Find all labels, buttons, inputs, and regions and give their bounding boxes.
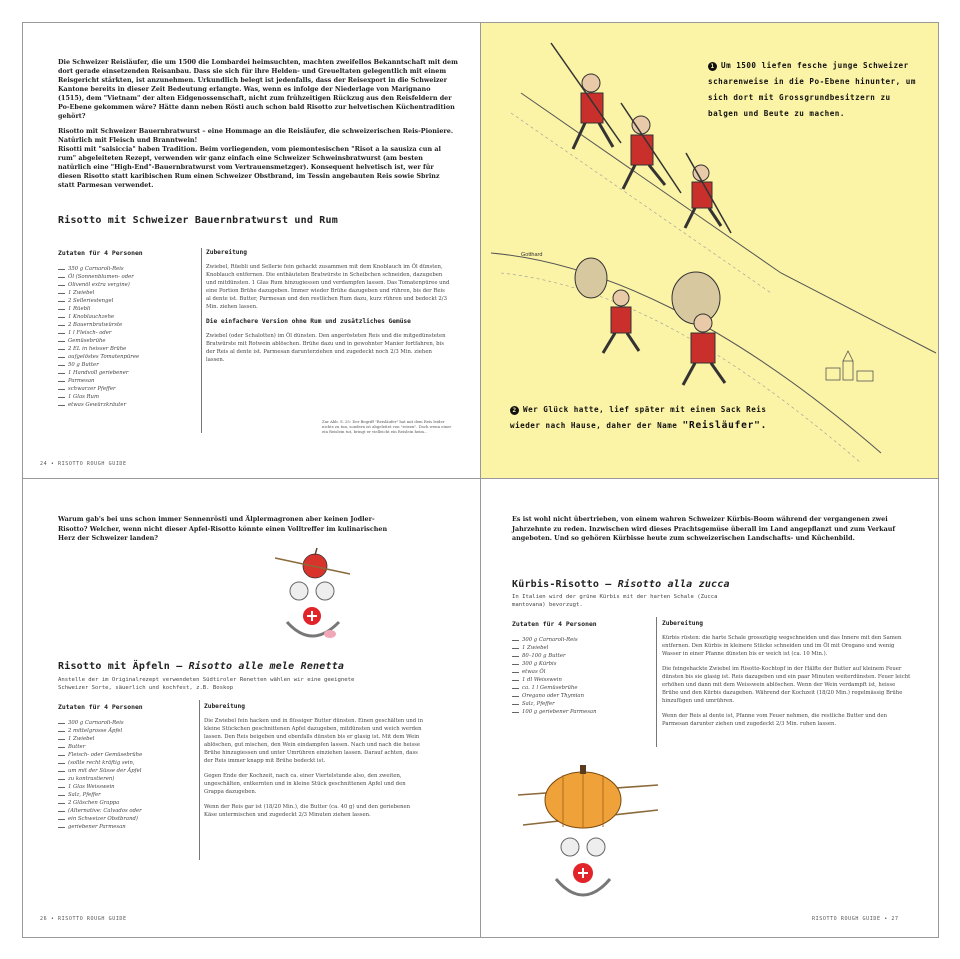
ingredient-item: 300 g Carnaroli-Reis [58,719,193,727]
pumpkin-recipe-title-main: Kürbis-Risotto – [512,579,618,590]
ingredient-item: 300 g Carnaroli-Reis [512,636,647,644]
caption-2-emphasis: "Reisläufer". [682,420,768,431]
preparation-title: Zubereitung [206,249,247,256]
pumpkin-subtitle: In Italien wird der grüne Kürbis mit der harten Schale (Zucca mantovana) bevorzugt. [512,594,718,608]
apple-subtitle: Anstelle der im Originalrezept verwendeten Südtiroler Renetten wählen wir eine geeignete Schweizer Sorte, säuerlich und kochfest, z.B. Boskop [58,677,355,691]
ingredient-item: etwas Öl [512,668,647,676]
ingredient-item: geriebener Parmesan [58,823,193,831]
ingredient-item: 300 g Kürbis [512,660,647,668]
caption-2-number: 2 [510,406,519,415]
apple-column-divider [199,700,200,860]
ingredient-item: 2 Gläschen Grappa [58,799,193,807]
soldier-figure-2 [621,103,681,193]
caption-1 [708,58,918,122]
pumpkin-recipe-title [512,579,730,590]
ingredient-item: Salz, Pfeffer [58,791,193,799]
intro-paragraph-3: Risotti mit "salsiccia" haben Tradition. Beim vorliegenden, vom piemontesischen "Risot a la sausiza cun al rum" abgeleiteten Rezept, verwenden wir ganz einfach eine Schweizer Schweinsbratwurst (am besten natürlich eine "High-End"-Bauernbratwurst vom Vertrauensmetzger). Konsequent helvetisch ist, wer für diesen Risotto statt karibischen Rum einen Schweizer Obstbrand, im Tessin angebauten Reis sowie Sbrinz statt Parmesan verwendet. [58,145,441,189]
intro-paragraph-1: Die Schweizer Reisläufer, die um 1500 die Lombardei heimsuchten, machten zweifellos Bekanntschaft mit dem dort gerade einsetzenden Reisanbau. Dass sie sich für ihre Helden- und Greueltaten gelegentlich mit einem Reisgericht stärkten, ist anzunehmen. Urkundlich belegt ist jedenfalls, dass der Reisexport in die Schweizer Kantone bereits in dieser Zeit Bedeutung erlangte. Was, wenn es infolge der Niederlage von Marignano (1515), dem "Vietnam" der alten Eidgenossenschaft, nicht zum frühzeitigen Rückzug aus den Reisfeldern der Po-Ebene gekommen wäre? Hätte dann neben Rösti auch schon bald Risotto zur helvetischen Küchentradition gehört? [58,58,458,120]
ingredient-item: 1 Zwiebel [58,735,193,743]
caption-2-text: Wer Glück hatte, lief später mit einem Sack Reis wieder nach Hause, daher der Name [510,405,767,430]
preparation-text-1: Zwiebel, Rüebli und Sellerie fein gehackt zusammen mit dem Knoblauch im Öl dünsten, Knoblauch entfernen. Die enthäuteten Bratwürste in Scheibchen schneiden, dazugeben und mitdünsten. 1 Glas Rum hinzugiessen und verdampfen lassen. Das Tomatenpüree und eine Portion Brühe dazugeben. Immer wieder Brühe dazugeben und rühren, bis der Reis al dente ist. Butter, Parmesan und den restlichen Rum dazu, kurz rühren und bedeckt 2/3 Min. ziehen lassen. [206,264,450,310]
apple-recipe-title-italian: Risotto alle mele Renetta [188,661,345,672]
ingredient-item: 350 g Carnaroli-Reis [58,265,193,273]
pumpkin-recipe-title-italian: Risotto alla zucca [617,579,730,590]
ingredient-item: 1 l Fleisch- oder [58,329,193,337]
ingredient-item: 1 Handvoll geriebener [58,369,193,377]
footnote: Zur Abb. S. 25: Der Begriff "Reisläufer" hat mit dem Reis leider nichts zu tun, sondern ist abgeleitet von "reisen". Doch wenn einer ein Reislein tut, bringt er vielleicht ein Reislein heim... [322,419,452,434]
ingredient-item: ein Schweizer Obstbrand) [58,815,193,823]
soldier-figure-1 [551,43,621,149]
ingredient-item: schwarzer Pfeffer [58,385,193,393]
pumpkin-preparation-text-3: Wenn der Reis al dente ist, Pfanne vom Feuer nehmen, die restliche Butter und den Parmesan darunter ziehen und zugedeckt 2/3 Min. ruhen lassen. [662,713,888,727]
ingredient-item: aufgelöstes Tomatenpüree [58,353,193,361]
apple-recipe-title [58,661,344,672]
apple-preparation-text-1: Die Zwiebel fein hacken und in flüssiger Butter dünsten. Einen geschälten und in kleine Stückchen geschnittenen Apfel dazugeben, mitdünsten und weich werden lassen. Den Reis beigeben und ebenfalls dünsten bis er glasig ist. Mit dem Wein ablöschen, gut mischen, den Wein eindampfen lassen. Nach und nach die heisse Brühe hinzugiessen und unter Umrühren einziehen lassen. Darauf achten, dass der Reis immer knapp mit Brühe bedeckt ist. [204,718,423,764]
ingredient-item: Butter [58,743,193,751]
apple-intro: Warum gab's bei uns schon immer Sennenrösti und Älplermagronen aber keinen Jodler-Risotto? Welcher, wenn nicht dieser Apfel-Risotto könnte einen Volltreffer im kulinarischen Herz der Schweizer landen? [58,515,388,542]
ingredient-item: 1 Glas Rum [58,393,193,401]
caption-1-text: Um 1500 liefen fesche junge Schweizer scharenweise in die Po-Ebene hinunter, um sich dort mit Grossgrundbesitzern zu balgen und Beute zu machen. [708,61,916,118]
ingredients-title: Zutaten für 4 Personen [58,249,143,257]
page-footer-27: RISOTTO ROUGH GUIDE • 27 [812,916,899,922]
apple-preparation-text-2: Gegen Ende der Kochzeit, nach ca. einer Viertelstunde also, den zweiten, ungeschälten, entkernten und in kleine Stück geschnittenen Apfel und den Grappa dazugeben. [204,773,406,795]
ingredient-item: Öl (Sonnenblumen- oder [58,273,193,281]
apple-ingredients-title: Zutaten für 4 Personen [58,703,143,711]
pumpkin-intro: Es ist wohl nicht übertrieben, von einem wahren Schweizer Kürbis-Boom während der vergangenen zwei Jahrzehnte zu reden. Inzwischen wird dieses Prachtsgemüse überall im Land angepflanzt und zum Verkauf angeboten. Und so gehören Kürbisse heute zum schweizerischen Landschafts- und Küchenbild. [512,515,896,542]
ingredient-item: etwas Gewürzkräuter [58,401,193,409]
ingredient-item: 1 Glas Weisswein [58,783,193,791]
ingredients-list [58,265,193,409]
ingredient-item: 1 Zwiebel [512,644,647,652]
preparation [206,249,451,371]
page-footer-26: 26 • RISOTTO ROUGH GUIDE [40,916,127,922]
ingredient-item: ca. 1 l Gemüsebrühe [512,684,647,692]
ingredient-item: Oregano oder Thymian [512,692,647,700]
preparation-text-2: Zwiebel (oder Schalotten) im Öl dünsten. Den angerösteten Reis und die mitgedünsteten Bratwürste mit Rotwein ablöschen. Brühe dazu und in gewohnter Manier fortfahren, bis der Reis al dente ist. Parmesan darunterziehen und zugedeckt noch 2/3 Min. ziehen lassen. [206,333,446,363]
soldier-with-sack-2 [672,272,725,385]
ingredient-item: 100 g geriebener Parmesan [512,708,647,716]
caption-2 [510,402,790,434]
soldier-figure-3 [685,153,731,233]
soldier-with-sack-1 [575,258,639,353]
pumpkin-preparation-text-1: Kürbis rüsten: die harte Schale grosszügig wegschneiden und das Innere mit den Samen entfernen. Den Kürbis in kleinere Stücke schneiden und im Öl mit Oregano und wenig Wasser in einer Pfanne dünsten bis er weich ist (ca. 10 Min.). [662,635,902,657]
apple-preparation [204,703,424,826]
ingredient-item: Olivenöl extra vergine) [58,281,193,289]
ingredient-item: 2 Selleriestengel [58,297,193,305]
ingredient-item: 1 Rüebli [58,305,193,313]
pumpkin-clown-face-icon [508,755,668,915]
pumpkin-preparation-text-2: Die feingehackte Zwiebel im Risotto-Kochtopf in der Hälfte der Butter auf kleinem Feuer dünsten bis sie glasig ist. Reis dazugeben und ein paar Minuten weiterdünsten. Feuer leicht erhöhen und dann mit dem Weisswein ablöschen. Wenn der Wein verdampft ist, heisse Brühe und den Kürbis dazugeben. Während der Kochzeit (18/20 Min.) regelmässig Brühe hinzufügen und umrühren. [662,666,911,704]
pumpkin-ingredients-list [512,636,647,716]
intro-text [58,58,458,196]
page-footer: 24 • RISOTTO ROUGH GUIDE [40,461,127,467]
ingredient-item: 2 EL in heisser Brühe [58,345,193,353]
ingredient-item: um mit der Süsse der Äpfel [58,767,193,775]
ingredient-item: 1 dl Weisswein [512,676,647,684]
apple-clown-face-icon [265,546,365,656]
village-drawing [826,351,873,381]
ingredient-item: Salz, Pfeffer [512,700,647,708]
pumpkin-ingredients-title: Zutaten für 4 Personen [512,620,597,628]
ingredient-item: 2 mittelgrosse Äpfel [58,727,193,735]
recipe-title: Risotto mit Schweizer Bauernbratwurst und Rum [58,215,338,226]
gotthard-label: Gotthard [521,252,543,258]
ingredient-item: 80–100 g Butter [512,652,647,660]
intro-paragraph-2: Risotto mit Schweizer Bauernbratwurst – eine Hommage an die Reisläufer, die schweizerischen Reis-Pioniere. Natürlich mit Fleisch und Branntwein! [58,127,454,144]
ingredient-item: zu kontrastieren) [58,775,193,783]
pumpkin-preparation [662,620,912,735]
pumpkin-preparation-title: Zubereitung [662,620,703,627]
ingredient-item: (sollte recht kräftig sein, [58,759,193,767]
ingredient-item: 2 Bauernbratwürste [58,321,193,329]
column-divider [201,248,202,433]
apple-ingredients-list [58,719,193,831]
ingredient-item: (Alternative: Calvados oder [58,807,193,815]
ingredient-item: Gemüsebrühe [58,337,193,345]
ingredient-item: Fleisch- oder Gemüsebrühe [58,751,193,759]
ingredient-item: 1 Knoblauchzehe [58,313,193,321]
ingredient-item: 50 g Butter [58,361,193,369]
apple-preparation-title: Zubereitung [204,703,245,710]
preparation-subtitle: Die einfachere Version ohne Rum und zusätzliches Gemüse [206,318,411,325]
ingredient-item: Parmesan [58,377,193,385]
apple-preparation-text-3: Wenn der Reis gar ist (18/20 Min.), die Butter (ca. 40 g) und den geriebenen Käse untermischen und zugedeckt 2/3 Minuten ziehen lassen. [204,804,411,818]
apple-recipe-title-main: Risotto mit Äpfeln – [58,661,189,672]
ingredient-item: 1 Zwiebel [58,289,193,297]
pumpkin-column-divider [656,617,657,747]
caption-1-number: 1 [708,62,717,71]
